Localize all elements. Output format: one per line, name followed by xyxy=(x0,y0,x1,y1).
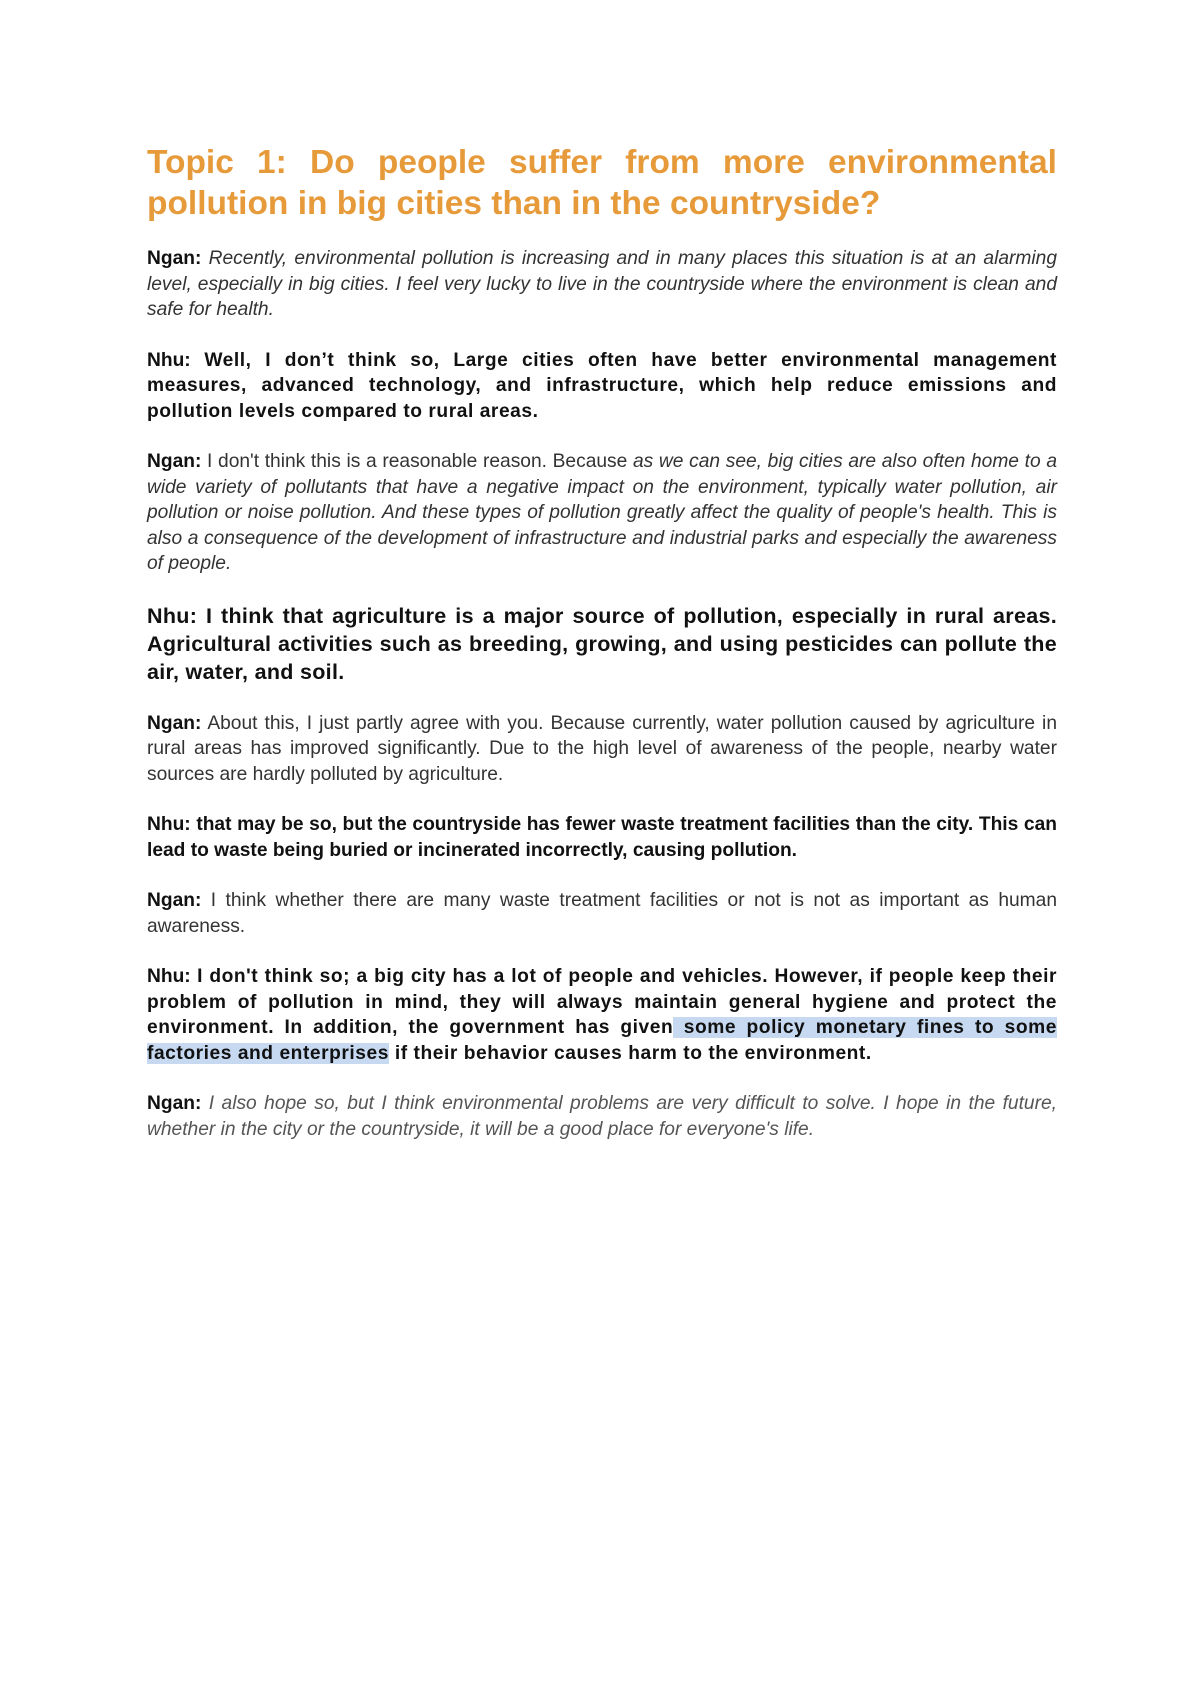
speaker-label: Ngan: xyxy=(147,451,202,472)
speaker-label: Nhu: xyxy=(147,349,191,371)
speaker-label: Nhu: xyxy=(147,966,191,987)
dialogue-text: Recently, environmental pollution is increasing and in many places this situation is at an alarming level, especially in big cities. I feel very lucky to live in the countryside where the environment is clean and safe for health. xyxy=(147,248,1057,320)
speaker-label: Ngan: xyxy=(147,1093,202,1114)
dialogue-text: I think whether there are many waste treatment facilities or not is not as important as human awareness. xyxy=(147,890,1057,937)
dialogue-text: I think that agriculture is a major source of pollution, especially in rural areas. Agricultural activities such as breeding, growing, and using pesticides can pollute the air, water, and soil. xyxy=(147,603,1057,684)
dialogue-text: I also hope so, but I think environmental problems are very difficult to solve. I hope in the future, whether in the city or the countryside, it will be a good place for everyone's life. xyxy=(147,1093,1057,1140)
dialogue-line-ngan-2 xyxy=(147,449,1057,577)
dialogue-text: that may be so, but the countryside has fewer waste treatment facilities than the city. This can lead to waste being buried or incinerated incorrectly, causing pollution. xyxy=(147,814,1057,861)
dialogue-line-nhu-1 xyxy=(147,348,1057,425)
dialogue-line-ngan-4 xyxy=(147,888,1057,939)
dialogue-line-nhu-4 xyxy=(147,964,1057,1066)
highlighted-text: some policy monetary fines to some factories and enterprises xyxy=(147,1017,1057,1064)
dialogue-line-nhu-3 xyxy=(147,812,1057,863)
dialogue-text: I don't think so; a big city has a lot of people and vehicles. However, if people keep their problem of pollution in mind, they will always maintain general hygiene and protect the environment. In addition, the government has given xyxy=(147,966,1057,1038)
document-title: Topic 1: Do people suffer from more environmental pollution in big cities than in the countryside? xyxy=(147,144,1057,222)
dialogue-text-italic: as we can see, big cities are also often home to a wide variety of pollutants that have a negative impact on the environment, typically water pollution, air pollution or noise pollution. And these types of pollution greatly affect the quality of people's health. This is also a consequence of the development of infrastructure and industrial parks and especially the awareness of people. xyxy=(147,451,1057,574)
dialogue-line-ngan-1 xyxy=(147,246,1057,323)
dialogue-text-plain: I don't think this is a reasonable reason. Because xyxy=(201,451,633,472)
document-page xyxy=(147,142,1057,1167)
dialogue-line-ngan-5 xyxy=(147,1091,1057,1142)
speaker-label: Nhu: xyxy=(147,603,198,628)
speaker-label: Nhu: xyxy=(147,814,191,835)
speaker-label: Ngan: xyxy=(147,712,202,734)
speaker-label: Ngan: xyxy=(147,890,202,911)
dialogue-line-ngan-3 xyxy=(147,711,1057,788)
dialogue-text-end: if their behavior causes harm to the environment. xyxy=(388,1042,872,1064)
dialogue-line-nhu-2 xyxy=(147,602,1057,686)
dialogue-text: About this, I just partly agree with you. Because currently, water pollution caused by agriculture in rural areas has improved significantly. Due to the high level of awareness of the people, nearby water sources are hardly polluted by agriculture. xyxy=(147,712,1057,785)
speaker-label: Ngan: xyxy=(147,248,202,269)
dialogue-text: Well, I don’t think so, Large cities often have better environmental management measures, advanced technology, and infrastructure, which help reduce emissions and pollution levels compared to rural areas. xyxy=(147,349,1057,422)
